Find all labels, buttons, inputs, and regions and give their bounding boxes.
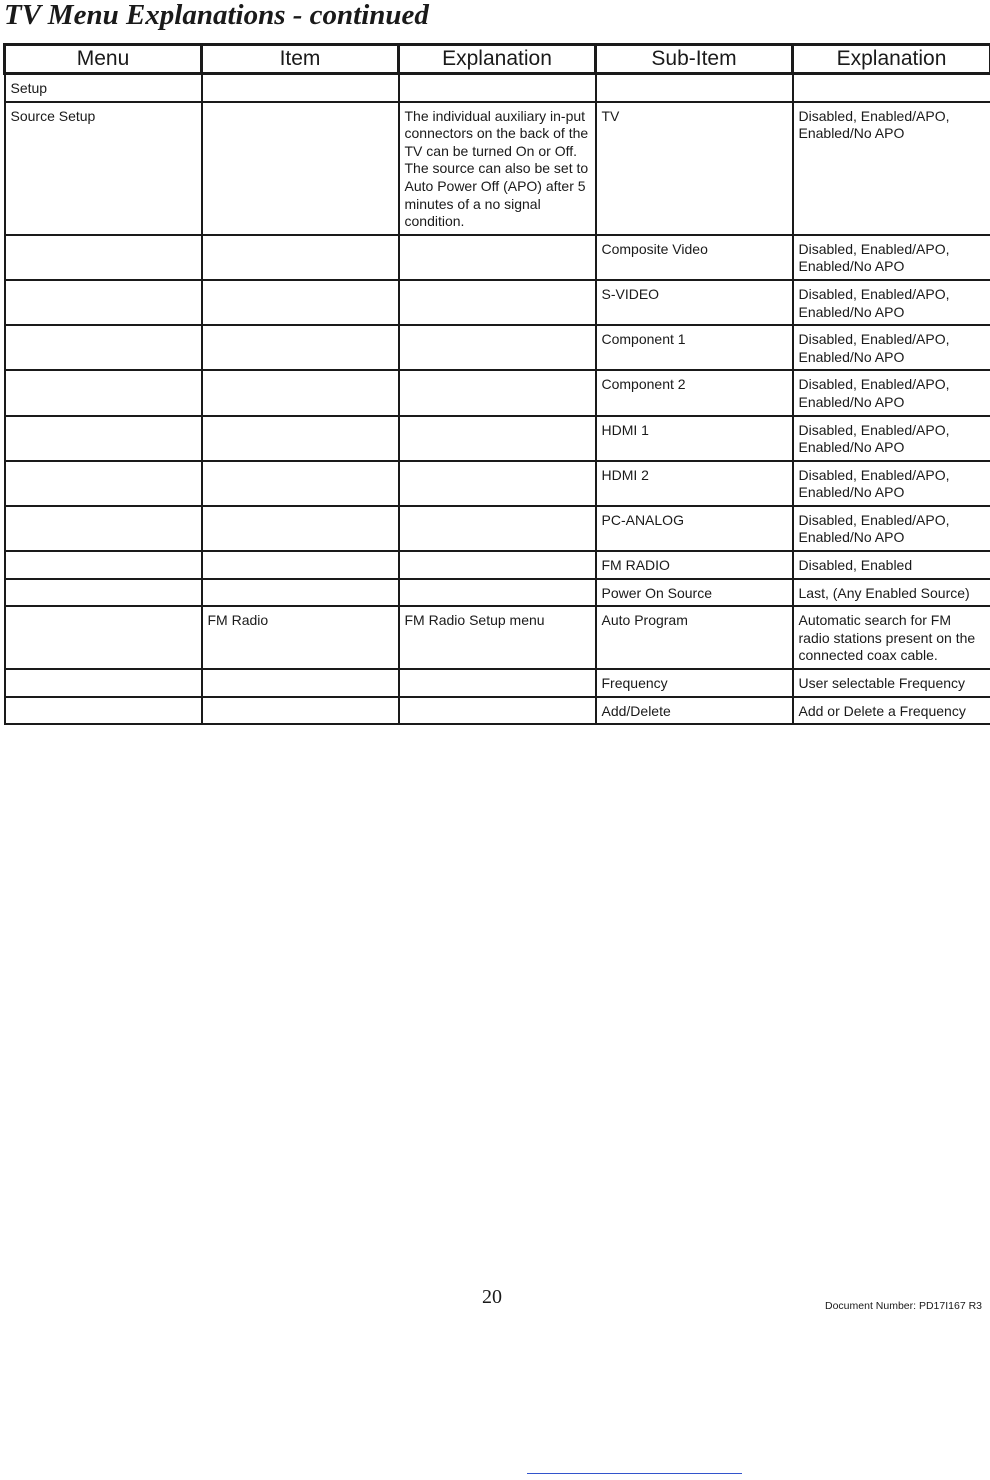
cell-explanation: [399, 325, 596, 370]
cell-item: [202, 551, 399, 579]
table-row: [5, 606, 990, 669]
table-row: [5, 102, 990, 235]
cell-sub-item: FM RADIO: [596, 551, 793, 579]
cell-item: [202, 102, 399, 235]
cell-explanation: FM Radio Setup menu: [399, 606, 596, 669]
menu-explanations-table: [3, 43, 990, 725]
table-header-row: [5, 45, 990, 74]
table-row: [5, 551, 990, 579]
cell-menu: [5, 280, 202, 325]
cell-sub-item: Composite Video: [596, 235, 793, 280]
header-sub-item: Sub-Item: [596, 45, 793, 74]
cell-sub-item: HDMI 2: [596, 461, 793, 506]
cell-sub-explanation: Disabled, Enabled/APO, Enabled/No APO: [793, 461, 990, 506]
cell-sub-item: TV: [596, 102, 793, 235]
cell-explanation: [399, 579, 596, 607]
cell-sub-explanation: Disabled, Enabled/APO, Enabled/No APO: [793, 280, 990, 325]
cell-menu: Setup: [5, 74, 202, 102]
table-row: [5, 697, 990, 725]
cell-sub-item: Component 2: [596, 370, 793, 415]
cell-explanation: [399, 74, 596, 102]
cell-sub-item: Frequency: [596, 669, 793, 697]
cell-explanation: [399, 235, 596, 280]
cell-item: [202, 669, 399, 697]
cell-sub-item: Add/Delete: [596, 697, 793, 725]
cell-item: [202, 325, 399, 370]
table-row: [5, 669, 990, 697]
cell-menu: [5, 370, 202, 415]
cell-sub-item: S-VIDEO: [596, 280, 793, 325]
table-row: [5, 235, 990, 280]
cell-menu: [5, 669, 202, 697]
cell-explanation: [399, 461, 596, 506]
cell-menu: [5, 461, 202, 506]
cell-item: [202, 416, 399, 461]
cell-explanation: [399, 370, 596, 415]
cell-sub-explanation: Add or Delete a Frequency: [793, 697, 990, 725]
cell-explanation: [399, 280, 596, 325]
table-row: [5, 506, 990, 551]
page-number: 20: [482, 1286, 502, 1308]
cell-sub-explanation: [793, 74, 990, 102]
cell-menu: [5, 606, 202, 669]
cell-sub-explanation: Last, (Any Enabled Source): [793, 579, 990, 607]
table-row: [5, 416, 990, 461]
cell-item: FM Radio: [202, 606, 399, 669]
table-row: [5, 325, 990, 370]
cell-item: [202, 579, 399, 607]
cell-explanation: The individual auxiliary in-put connectors on the back of the TV can be turned On or Off. The source can also be set to Auto Power Off (APO) after 5 minutes of a no signal condition.: [399, 102, 596, 235]
table-row: [5, 579, 990, 607]
cell-item: [202, 461, 399, 506]
cell-item: [202, 370, 399, 415]
document-number: Document Number: PD17I167 R3: [825, 1300, 982, 1312]
header-explanation: Explanation: [399, 45, 596, 74]
cell-sub-item: HDMI 1: [596, 416, 793, 461]
cell-sub-explanation: Disabled, Enabled/APO, Enabled/No APO: [793, 506, 990, 551]
cell-sub-explanation: Disabled, Enabled/APO, Enabled/No APO: [793, 416, 990, 461]
cell-item: [202, 506, 399, 551]
cell-menu: [5, 506, 202, 551]
cell-menu: [5, 697, 202, 725]
cell-item: [202, 280, 399, 325]
cell-sub-item: Power On Source: [596, 579, 793, 607]
cell-explanation: [399, 416, 596, 461]
cell-menu: [5, 551, 202, 579]
header-sub-explanation: Explanation: [793, 45, 990, 74]
cell-sub-explanation: Disabled, Enabled: [793, 551, 990, 579]
cell-sub-explanation: User selectable Frequency: [793, 669, 990, 697]
cell-explanation: [399, 506, 596, 551]
cell-explanation: [399, 669, 596, 697]
cell-sub-item: Auto Program: [596, 606, 793, 669]
cell-item: [202, 235, 399, 280]
cell-menu: [5, 579, 202, 607]
cell-sub-explanation: Disabled, Enabled/APO, Enabled/No APO: [793, 102, 990, 235]
cell-item: [202, 74, 399, 102]
bottom-link-rule: [527, 1473, 742, 1474]
cell-sub-item: PC-ANALOG: [596, 506, 793, 551]
cell-menu: [5, 325, 202, 370]
cell-sub-explanation: Disabled, Enabled/APO, Enabled/No APO: [793, 325, 990, 370]
cell-explanation: [399, 697, 596, 725]
table-row: [5, 74, 990, 102]
cell-sub-explanation: Automatic search for FM radio stations present on the connected coax cable.: [793, 606, 990, 669]
cell-explanation: [399, 551, 596, 579]
cell-sub-explanation: Disabled, Enabled/APO, Enabled/No APO: [793, 370, 990, 415]
table-row: [5, 461, 990, 506]
cell-sub-explanation: Disabled, Enabled/APO, Enabled/No APO: [793, 235, 990, 280]
header-item: Item: [202, 45, 399, 74]
table-row: [5, 370, 990, 415]
cell-item: [202, 697, 399, 725]
cell-sub-item: Component 1: [596, 325, 793, 370]
cell-menu: [5, 235, 202, 280]
header-menu: Menu: [5, 45, 202, 74]
page-title: TV Menu Explanations - continued: [4, 0, 429, 31]
cell-menu: Source Setup: [5, 102, 202, 235]
cell-sub-item: [596, 74, 793, 102]
cell-menu: [5, 416, 202, 461]
table-row: [5, 280, 990, 325]
